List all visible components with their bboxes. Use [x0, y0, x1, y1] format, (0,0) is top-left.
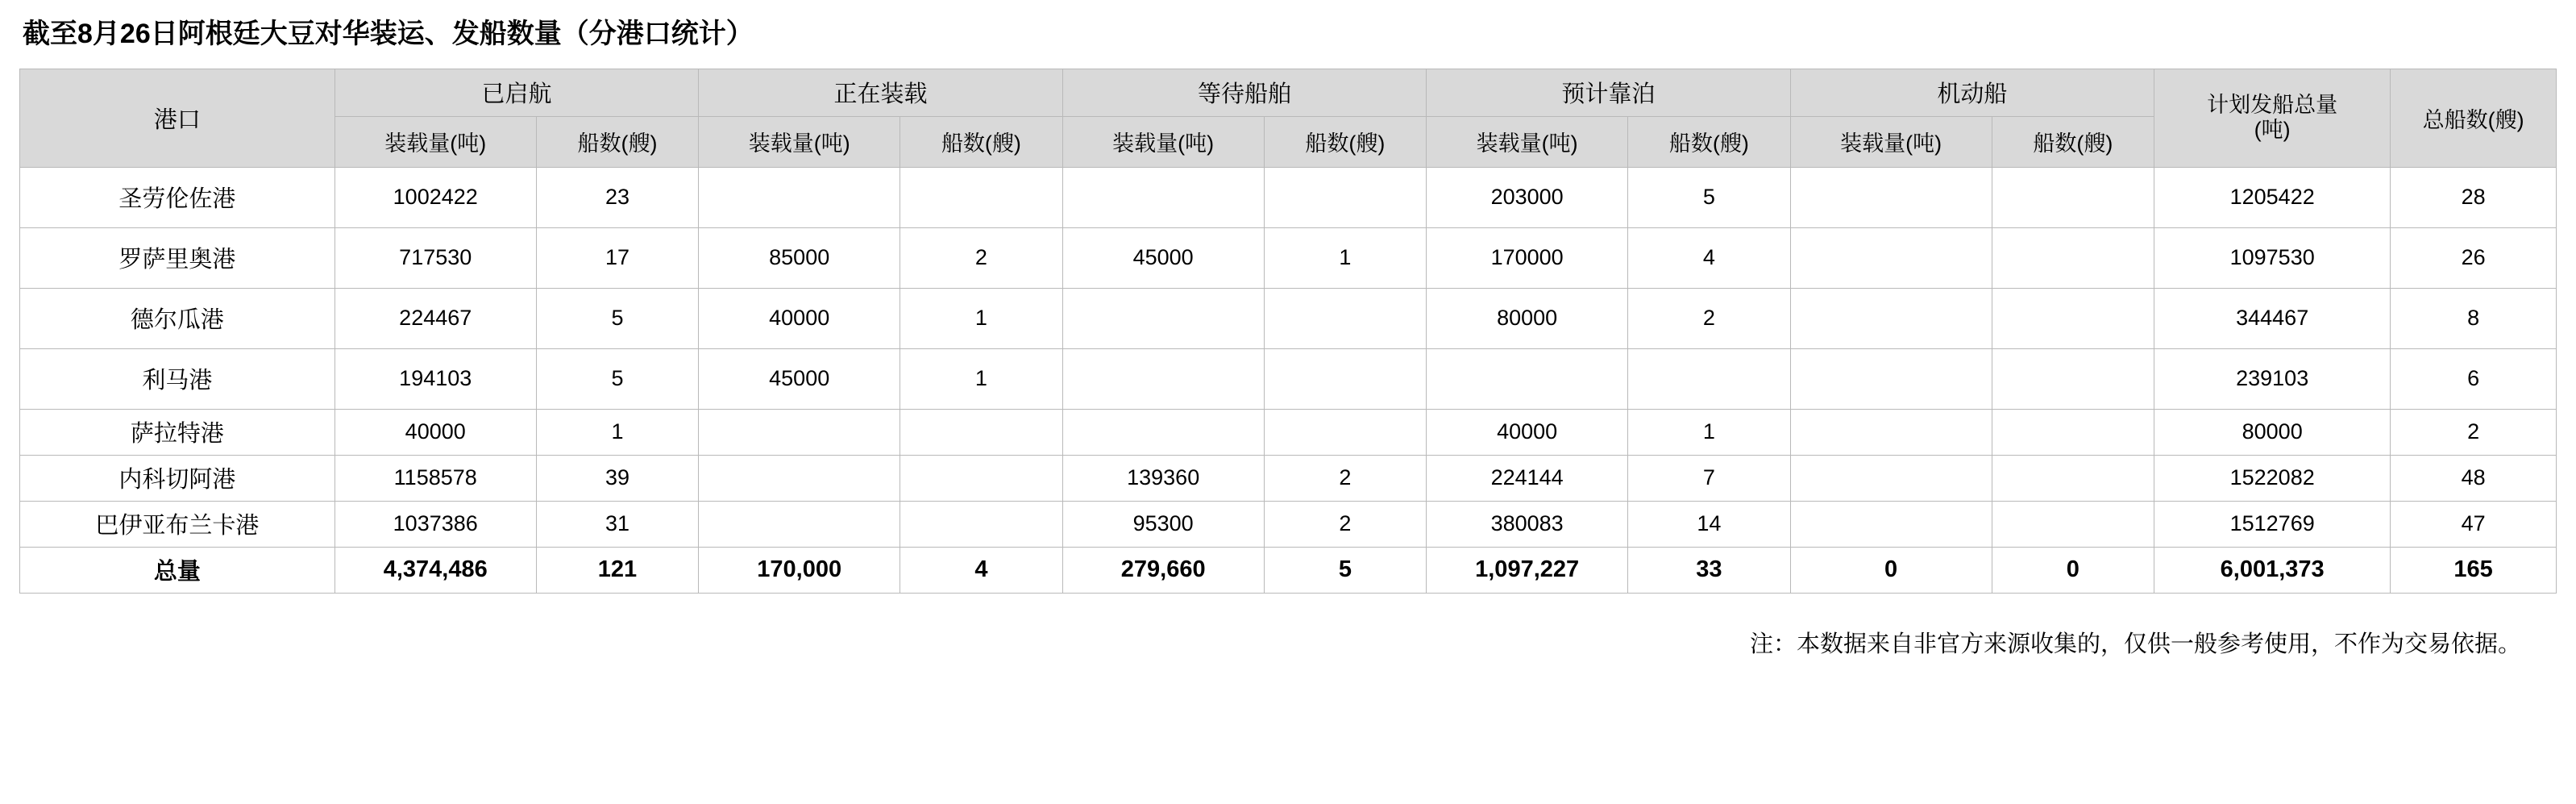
cell-berth-vessels: 7 — [1628, 455, 1791, 501]
cell-berth-tonnage: 224144 — [1427, 455, 1628, 501]
column-header-flexible-vessels: 船数(艘) — [1992, 116, 2154, 167]
table-row — [20, 227, 2557, 288]
cell-port: 德尔瓜港 — [20, 288, 335, 348]
cell-port: 圣劳伦佐港 — [20, 167, 335, 227]
cell-port: 罗萨里奥港 — [20, 227, 335, 288]
table-total-row — [20, 547, 2557, 593]
cell-flexible-vessels — [1992, 348, 2154, 409]
cell-loading-tonnage: 40000 — [699, 288, 900, 348]
cell-loading-vessels: 1 — [900, 348, 1063, 409]
cell-flexible-tonnage — [1790, 348, 1992, 409]
table-row — [20, 501, 2557, 547]
cell-loading-vessels — [900, 501, 1063, 547]
cell-total-waiting-tonnage: 279,660 — [1062, 547, 1264, 593]
cell-flexible-vessels — [1992, 288, 2154, 348]
table-header-group-row — [20, 69, 2557, 116]
table-row — [20, 409, 2557, 455]
column-header-port: 港口 — [20, 69, 335, 167]
cell-berth-tonnage: 380083 — [1427, 501, 1628, 547]
cell-sailed-vessels: 31 — [536, 501, 699, 547]
cell-berth-tonnage: 80000 — [1427, 288, 1628, 348]
cell-sailed-vessels: 1 — [536, 409, 699, 455]
cell-berth-tonnage: 203000 — [1427, 167, 1628, 227]
cell-loading-vessels — [900, 167, 1063, 227]
plan-total-line2: (吨) — [2254, 118, 2291, 143]
column-header-flexible-tonnage: 装载量(吨) — [1790, 116, 1992, 167]
cell-sailed-tonnage: 717530 — [334, 227, 536, 288]
cell-loading-tonnage — [699, 409, 900, 455]
cell-port: 巴伊亚布兰卡港 — [20, 501, 335, 547]
column-header-waiting-tonnage: 装载量(吨) — [1062, 116, 1264, 167]
cell-waiting-tonnage — [1062, 348, 1264, 409]
cell-total-vessels: 28 — [2391, 167, 2557, 227]
cell-berth-vessels — [1628, 348, 1791, 409]
table-row — [20, 167, 2557, 227]
cell-sailed-tonnage: 1158578 — [334, 455, 536, 501]
cell-loading-tonnage — [699, 167, 900, 227]
column-header-plan-total-tonnage — [2154, 69, 2391, 167]
cell-port: 萨拉特港 — [20, 409, 335, 455]
cell-total-vessels: 26 — [2391, 227, 2557, 288]
cell-berth-vessels: 1 — [1628, 409, 1791, 455]
cell-berth-tonnage — [1427, 348, 1628, 409]
cell-flexible-vessels — [1992, 501, 2154, 547]
table-header — [20, 69, 2557, 167]
cell-waiting-tonnage: 45000 — [1062, 227, 1264, 288]
column-group-flexible: 机动船 — [1790, 69, 2154, 116]
table-row — [20, 455, 2557, 501]
cell-waiting-tonnage: 95300 — [1062, 501, 1264, 547]
column-group-sailed: 已启航 — [334, 69, 698, 116]
cell-flexible-tonnage — [1790, 288, 1992, 348]
table-body — [20, 167, 2557, 593]
cell-sailed-tonnage: 40000 — [334, 409, 536, 455]
cell-port: 内科切阿港 — [20, 455, 335, 501]
cell-berth-tonnage: 40000 — [1427, 409, 1628, 455]
cell-total-loading-tonnage: 170,000 — [699, 547, 900, 593]
cell-loading-tonnage — [699, 501, 900, 547]
cell-flexible-tonnage — [1790, 227, 1992, 288]
cell-flexible-vessels — [1992, 227, 2154, 288]
cell-waiting-tonnage — [1062, 409, 1264, 455]
cell-plan-total-tonnage: 344467 — [2154, 288, 2391, 348]
cell-plan-total-tonnage: 1522082 — [2154, 455, 2391, 501]
cell-berth-vessels: 4 — [1628, 227, 1791, 288]
cell-total-plan-total-tonnage: 6,001,373 — [2154, 547, 2391, 593]
footnote: 注：本数据来自非官方来源收集的，仅供一般参考使用，不作为交易依据。 — [1749, 631, 2521, 657]
cell-total-label: 总量 — [20, 547, 335, 593]
column-header-total-vessels: 总船数(艘) — [2391, 69, 2557, 167]
cell-total-waiting-vessels: 5 — [1264, 547, 1427, 593]
column-group-loading: 正在装载 — [699, 69, 1062, 116]
cell-waiting-tonnage: 139360 — [1062, 455, 1264, 501]
cell-plan-total-tonnage: 1512769 — [2154, 501, 2391, 547]
cell-total-loading-vessels: 4 — [900, 547, 1063, 593]
cell-waiting-vessels: 2 — [1264, 501, 1427, 547]
column-header-sailed-tonnage: 装载量(吨) — [334, 116, 536, 167]
column-header-berth-tonnage: 装载量(吨) — [1427, 116, 1628, 167]
cell-waiting-tonnage — [1062, 167, 1264, 227]
cell-total-vessels: 48 — [2391, 455, 2557, 501]
cell-berth-vessels: 14 — [1628, 501, 1791, 547]
cell-loading-tonnage: 85000 — [699, 227, 900, 288]
cell-loading-vessels: 2 — [900, 227, 1063, 288]
cell-flexible-tonnage — [1790, 167, 1992, 227]
cell-plan-total-tonnage: 80000 — [2154, 409, 2391, 455]
cell-waiting-tonnage — [1062, 288, 1264, 348]
cell-flexible-tonnage — [1790, 455, 1992, 501]
cell-flexible-vessels — [1992, 455, 2154, 501]
column-header-loading-vessels: 船数(艘) — [900, 116, 1063, 167]
column-header-sailed-vessels: 船数(艘) — [536, 116, 699, 167]
cell-total-flexible-vessels: 0 — [1992, 547, 2154, 593]
cell-total-sailed-vessels: 121 — [536, 547, 699, 593]
cell-total-flexible-tonnage: 0 — [1790, 547, 1992, 593]
cell-port: 利马港 — [20, 348, 335, 409]
cell-waiting-vessels — [1264, 348, 1427, 409]
cell-plan-total-tonnage: 239103 — [2154, 348, 2391, 409]
column-group-berth: 预计靠泊 — [1427, 69, 1790, 116]
cell-total-vessels: 47 — [2391, 501, 2557, 547]
cell-loading-vessels: 1 — [900, 288, 1063, 348]
cell-waiting-vessels — [1264, 409, 1427, 455]
cell-waiting-vessels: 1 — [1264, 227, 1427, 288]
port-shipment-table — [19, 69, 2557, 594]
table-row — [20, 288, 2557, 348]
cell-total-vessels: 8 — [2391, 288, 2557, 348]
cell-total-sailed-tonnage: 4,374,486 — [334, 547, 536, 593]
cell-sailed-vessels: 23 — [536, 167, 699, 227]
cell-loading-tonnage — [699, 455, 900, 501]
cell-flexible-tonnage — [1790, 501, 1992, 547]
cell-total-vessels: 6 — [2391, 348, 2557, 409]
cell-total-berth-vessels: 33 — [1628, 547, 1791, 593]
column-group-waiting: 等待船舶 — [1062, 69, 1426, 116]
cell-flexible-tonnage — [1790, 409, 1992, 455]
cell-plan-total-tonnage: 1205422 — [2154, 167, 2391, 227]
cell-sailed-vessels: 5 — [536, 348, 699, 409]
cell-total-berth-tonnage: 1,097,227 — [1427, 547, 1628, 593]
column-header-waiting-vessels: 船数(艘) — [1264, 116, 1427, 167]
plan-total-line1: 计划发船总量 — [2207, 93, 2338, 118]
cell-waiting-vessels — [1264, 288, 1427, 348]
cell-waiting-vessels: 2 — [1264, 455, 1427, 501]
cell-total-total-vessels: 165 — [2391, 547, 2557, 593]
cell-loading-vessels — [900, 455, 1063, 501]
cell-sailed-vessels: 39 — [536, 455, 699, 501]
cell-loading-tonnage: 45000 — [699, 348, 900, 409]
cell-sailed-vessels: 5 — [536, 288, 699, 348]
table-row — [20, 348, 2557, 409]
cell-sailed-tonnage: 1002422 — [334, 167, 536, 227]
cell-flexible-vessels — [1992, 167, 2154, 227]
cell-loading-vessels — [900, 409, 1063, 455]
column-header-berth-vessels: 船数(艘) — [1628, 116, 1791, 167]
cell-sailed-tonnage: 224467 — [334, 288, 536, 348]
cell-berth-tonnage: 170000 — [1427, 227, 1628, 288]
cell-berth-vessels: 2 — [1628, 288, 1791, 348]
column-header-loading-tonnage: 装载量(吨) — [699, 116, 900, 167]
cell-sailed-tonnage: 1037386 — [334, 501, 536, 547]
cell-berth-vessels: 5 — [1628, 167, 1791, 227]
cell-total-vessels: 2 — [2391, 409, 2557, 455]
cell-flexible-vessels — [1992, 409, 2154, 455]
cell-waiting-vessels — [1264, 167, 1427, 227]
page-title: 截至8月26日阿根廷大豆对华装运、发船数量（分港口统计） — [23, 19, 754, 49]
cell-sailed-vessels: 17 — [536, 227, 699, 288]
cell-plan-total-tonnage: 1097530 — [2154, 227, 2391, 288]
cell-sailed-tonnage: 194103 — [334, 348, 536, 409]
